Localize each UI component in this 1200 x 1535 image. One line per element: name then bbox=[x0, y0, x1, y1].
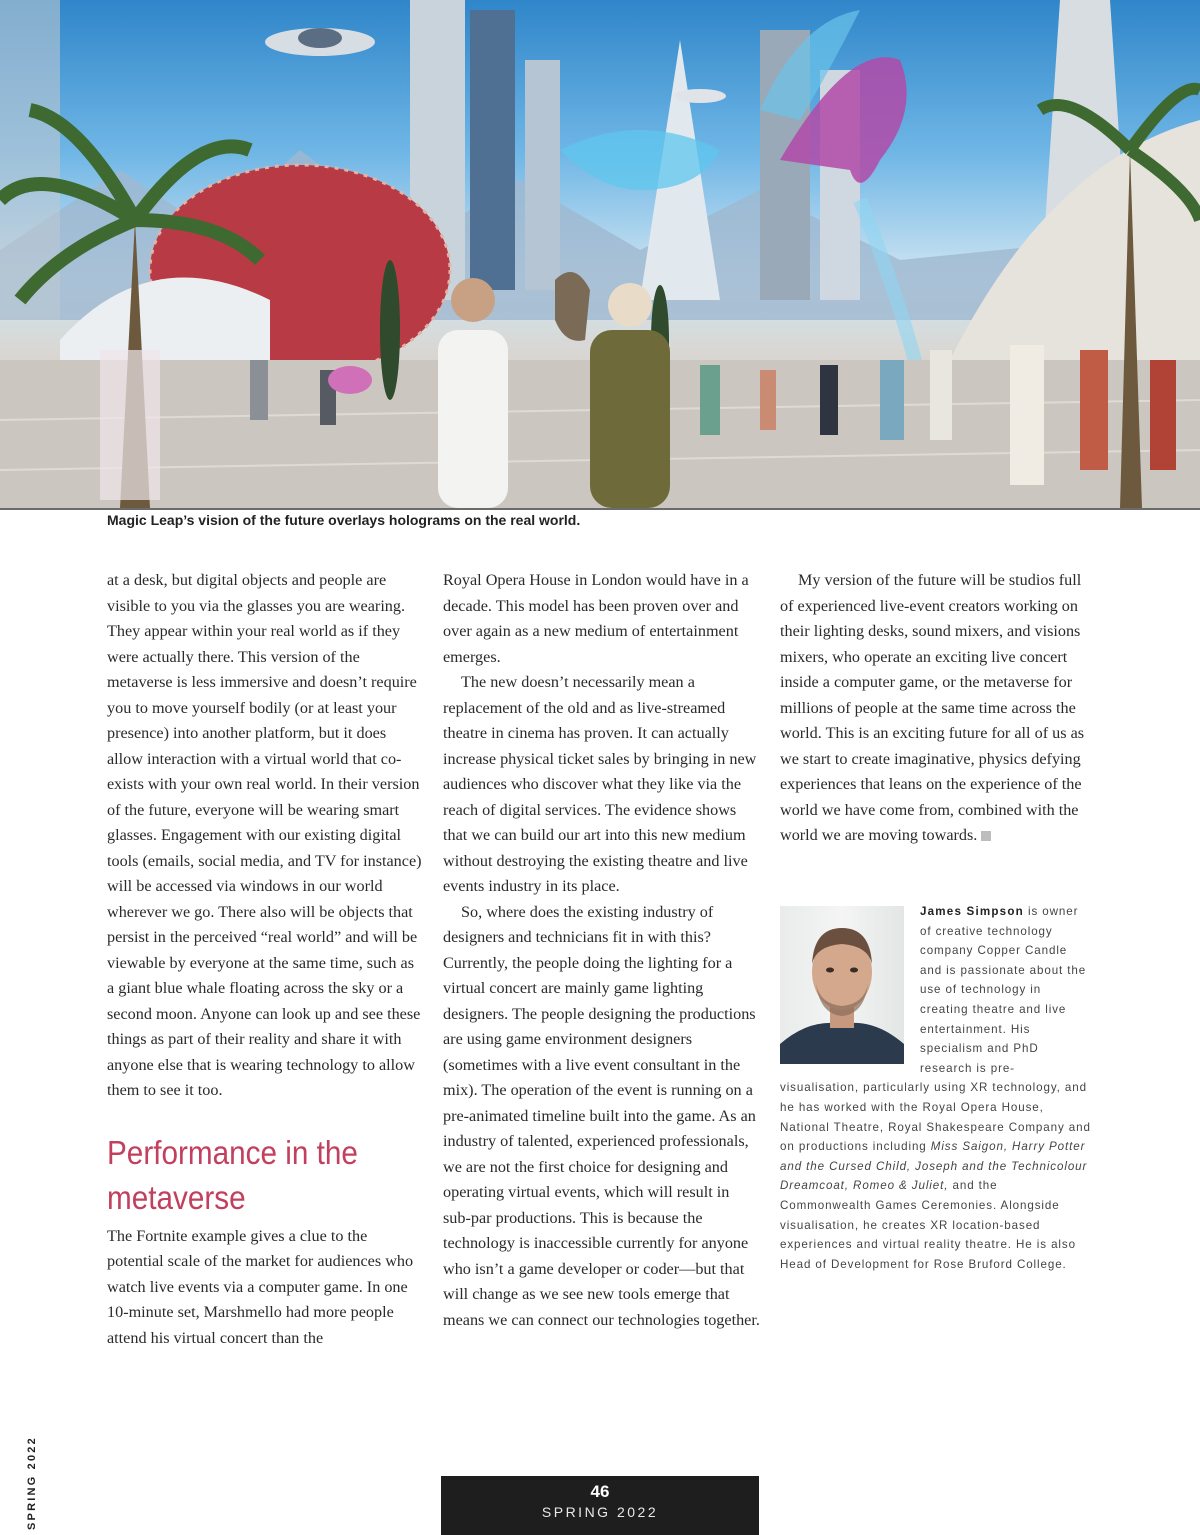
body-paragraph bbox=[780, 568, 1092, 849]
bio-text: is owner of creative technology company Copper Candle and is passionate about the use of technology in creating theatre and live entertainment. His specialism and PhD research is pre-visualisation, particularly using XR technology, and he has worked with the Royal Opera House, National Theatre, Royal Shakespeare Company and on productions including bbox=[780, 905, 1091, 1154]
figure-caption: Magic Leap’s vision of the future overlays holograms on the real world. bbox=[107, 512, 581, 528]
bio-productions: Miss Saigon, Harry Potter and the Cursed Child, Joseph and the Technicolour Dreamcoat, Romeo & Juliet, bbox=[780, 1140, 1088, 1193]
caption-rule bbox=[0, 508, 1200, 510]
author-photo bbox=[780, 906, 904, 1064]
article-column-2 bbox=[443, 568, 761, 1333]
body-paragraph: The new doesn’t necessarily mean a replacement of the old and as live-streamed theatre in cinema has proven. It can actually increase physical ticket sales by bringing in new audiences who discover what they like via the reach of digital services. The evidence shows that we can build our art into this new medium without destroying the existing theatre and live events industry in its place. bbox=[443, 673, 757, 895]
body-paragraph: at a desk, but digital objects and people are visible to you via the glasses you are wearing. They appear within your real world as if they were actually there. This version of the metaverse is less immersive and doesn’t require you to move yourself bodily (or at least your presence) into another platform, but it does allow interaction with a virtual world that co-exists with your own real world. In their version of the future, everyone will be wearing smart glasses. Engagement with our existing digital tools (emails, social media, and TV for instance) will be accessed via windows in our world wherever we go. There also will be objects that persist in the perceived “real world” and will be viewable by everyone at the same time, such as a giant blue whale floating across the sky or a second moon. Anyone can look up and see these things as part of their reality and share it with anyone else that is wearing technology to allow them to see it too. bbox=[107, 571, 422, 1099]
closing-paragraph-text: My version of the future will be studios full of experienced live-event creators working on their lighting desks, sound mixers, and visions mixers, who operate an exciting live concert inside a computer game, or the metaverse for millions of people at the same time across the world. This is an exciting future for all of us as we start to create imaginative, physics defying experiences that leans on the experience of the world we have come from, combined with the world we are moving towards. bbox=[780, 571, 1085, 844]
hero-illustration-art bbox=[0, 0, 1200, 508]
body-paragraph: Royal Opera House in London would have in a decade. This model has been proven over and over again as a new medium of entertainment emerges. bbox=[443, 571, 749, 666]
bio-text: and the Commonwealth Games Ceremonies. Alongside visualisation, he creates XR location-based experiences and virtual reality theatre. He is also Head of Development for Rose Bruford College. bbox=[780, 1179, 1076, 1271]
section-heading: Performance in the metaverse bbox=[107, 1133, 358, 1216]
author-name: James Simpson bbox=[920, 905, 1024, 918]
body-paragraph: The Fortnite example gives a clue to the potential scale of the market for audiences who watch live events via a computer game. In one 10-minute set, Marshmello had more people attend his virtual concert than the bbox=[107, 1226, 414, 1347]
body-paragraph: So, where does the existing industry of designers and technicians fit in with this? Currently, the people doing the lighting for a virtual concert are mainly game lighting designers. The people designing the productions are using game environment designers (sometimes with a live event consultant in the mix). The operation of the event is running on a pre-animated timeline built into the game. As an industry of talented, experienced professionals, we are not the first choice for designing and operating virtual events, which will result in sub-par productions. This is because the technology is inaccessible currently for anyone who isn’t a game developer or coder—but that will change as we see new tools emerge that means we can connect our technologies together. bbox=[443, 902, 760, 1329]
article-column-1 bbox=[107, 568, 425, 1351]
page-number: 46 bbox=[590, 1482, 610, 1501]
author-portrait bbox=[780, 906, 904, 1064]
end-of-article-mark bbox=[981, 831, 991, 841]
page-footer bbox=[441, 1476, 759, 1535]
article-column-3 bbox=[780, 568, 1092, 849]
footer-issue: SPRING 2022 bbox=[541, 1504, 659, 1520]
author-bio bbox=[780, 902, 1092, 1274]
hero-illustration bbox=[0, 0, 1200, 508]
issue-side-tag: SPRING 2022 bbox=[26, 1436, 38, 1530]
